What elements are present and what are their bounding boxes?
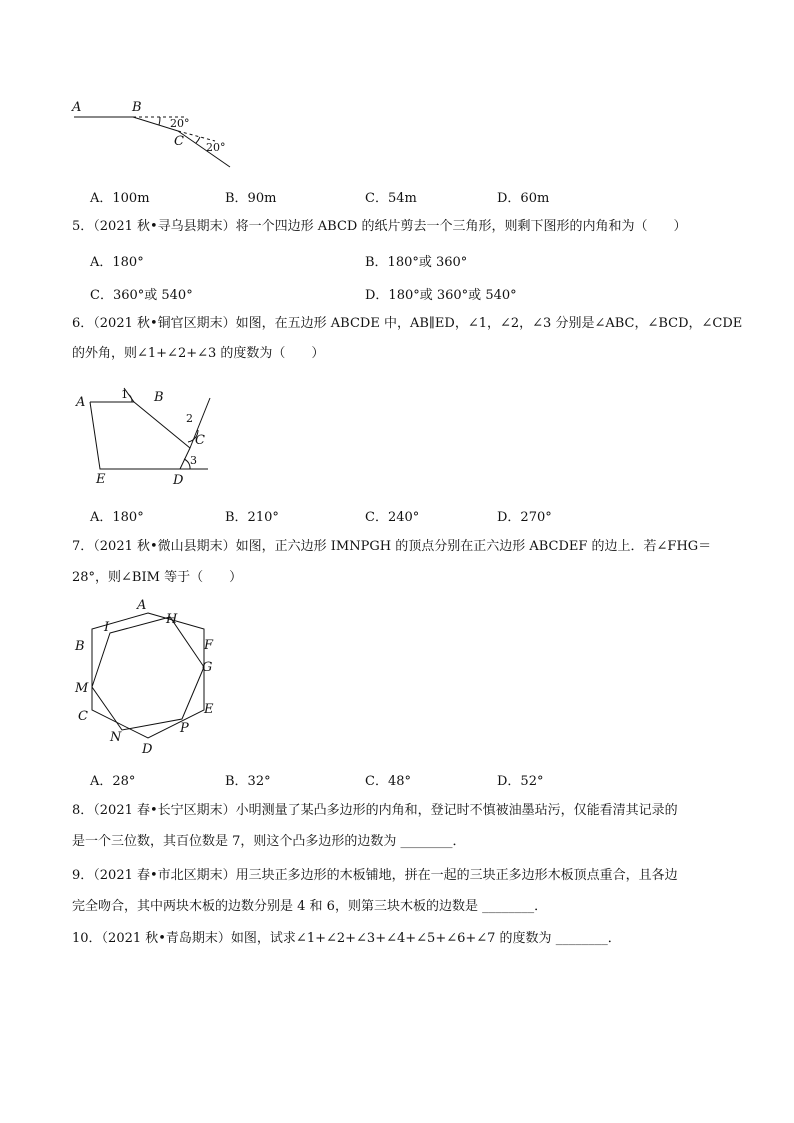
q8-line1: 8．（2021 春•长宁区期末）小明测量了某凸多边形的内角和，登记时不慎被油墨玷污，仅能看清其记录的 bbox=[72, 803, 678, 818]
q7-label-c: C bbox=[78, 709, 88, 724]
q6-angle-1: 1 bbox=[121, 388, 128, 401]
q7-stem-line2: 28°，则∠BIM 等于（ ） bbox=[72, 570, 243, 585]
q6-angle-3: 3 bbox=[190, 454, 197, 467]
q5-stem: 5．（2021 秋•寻乌县期末）将一个四边形 ABCD 的纸片剪去一个三角形，则剩下图形的内角和为（ ） bbox=[72, 219, 687, 234]
q8-line2: 是一个三位数，其百位数是 7，则这个凸多边形的边数为 ________． bbox=[72, 834, 466, 849]
q4-option-a[interactable]: A．100m bbox=[90, 191, 150, 206]
q6-stem-line1: 6．（2021 秋•铜官区期末）如图，在五边形 ABCDE 中，AB∥ED，∠1，∠2，∠3 分别是∠ABC，∠BCD，∠CDE bbox=[72, 316, 743, 331]
q6-angle-2: 2 bbox=[186, 412, 193, 425]
q7-option-c[interactable]: C．48° bbox=[365, 774, 411, 789]
q9-line1: 9．（2021 春•市北区期末）用三块正多边形的木板铺地，拼在一起的三块正多边形木板顶点重合，且各边 bbox=[72, 868, 678, 883]
q7-label-h: H bbox=[166, 612, 178, 627]
q4-label-c: C bbox=[174, 134, 184, 149]
q6-label-c: C bbox=[195, 433, 205, 448]
q7-label-f: F bbox=[204, 638, 214, 653]
q5-option-d[interactable]: D．180°或 360°或 540° bbox=[365, 288, 517, 303]
q9-line2: 完全吻合，其中两块木板的边数分别是 4 和 6，则第三块木板的边数是 ________． bbox=[72, 899, 548, 914]
q7-label-b: B bbox=[75, 639, 85, 654]
q10-line1: 10．（2021 秋•青岛期末）如图，试求∠1+∠2+∠3+∠4+∠5+∠6+∠7 的度数为 ________． bbox=[72, 931, 621, 946]
q7-option-a[interactable]: A．28° bbox=[90, 774, 136, 789]
q6-label-a: A bbox=[76, 395, 86, 410]
q4-option-d[interactable]: D．60m bbox=[497, 191, 550, 206]
q7-label-p: P bbox=[180, 721, 189, 736]
q6-option-c[interactable]: C．240° bbox=[365, 510, 420, 525]
q7-label-d: D bbox=[142, 742, 153, 757]
q6-label-e: E bbox=[96, 472, 106, 487]
q4-label-a: A bbox=[72, 100, 82, 115]
q7-label-i: I bbox=[104, 620, 110, 635]
q7-hexagon-figure bbox=[70, 595, 250, 755]
q4-angle-1: 20° bbox=[170, 117, 190, 130]
q6-option-d[interactable]: D．270° bbox=[497, 510, 552, 525]
q6-stem-line2: 的外角，则∠1+∠2+∠3 的度数为（ ） bbox=[72, 346, 325, 361]
q7-label-n: N bbox=[110, 730, 122, 745]
q7-stem-line1: 7．（2021 秋•微山县期末）如图，正六边形 IMNPGH 的顶点分别在正六边形 ABCDEF 的边上．若∠FHG＝ bbox=[72, 539, 712, 554]
q7-label-m: M bbox=[75, 681, 89, 696]
q6-option-a[interactable]: A．180° bbox=[90, 510, 144, 525]
q4-angle-2: 20° bbox=[206, 141, 226, 154]
q7-label-a: A bbox=[137, 598, 147, 613]
q6-label-b: B bbox=[154, 390, 164, 405]
q7-label-e: E bbox=[204, 702, 214, 717]
q7-label-g: G bbox=[202, 660, 213, 675]
q5-option-c[interactable]: C．360°或 540° bbox=[90, 288, 193, 303]
q7-option-b[interactable]: B．32° bbox=[225, 774, 271, 789]
q4-option-b[interactable]: B．90m bbox=[225, 191, 277, 206]
q4-label-b: B bbox=[132, 100, 142, 115]
q6-option-b[interactable]: B．210° bbox=[225, 510, 279, 525]
q6-label-d: D bbox=[173, 473, 184, 488]
q4-option-c[interactable]: C．54m bbox=[365, 191, 417, 206]
q6-pentagon-figure bbox=[70, 370, 230, 490]
q5-option-b[interactable]: B．180°或 360° bbox=[365, 255, 468, 270]
q7-option-d[interactable]: D．52° bbox=[497, 774, 544, 789]
q5-option-a[interactable]: A．180° bbox=[90, 255, 144, 270]
q4-figure bbox=[60, 95, 300, 175]
